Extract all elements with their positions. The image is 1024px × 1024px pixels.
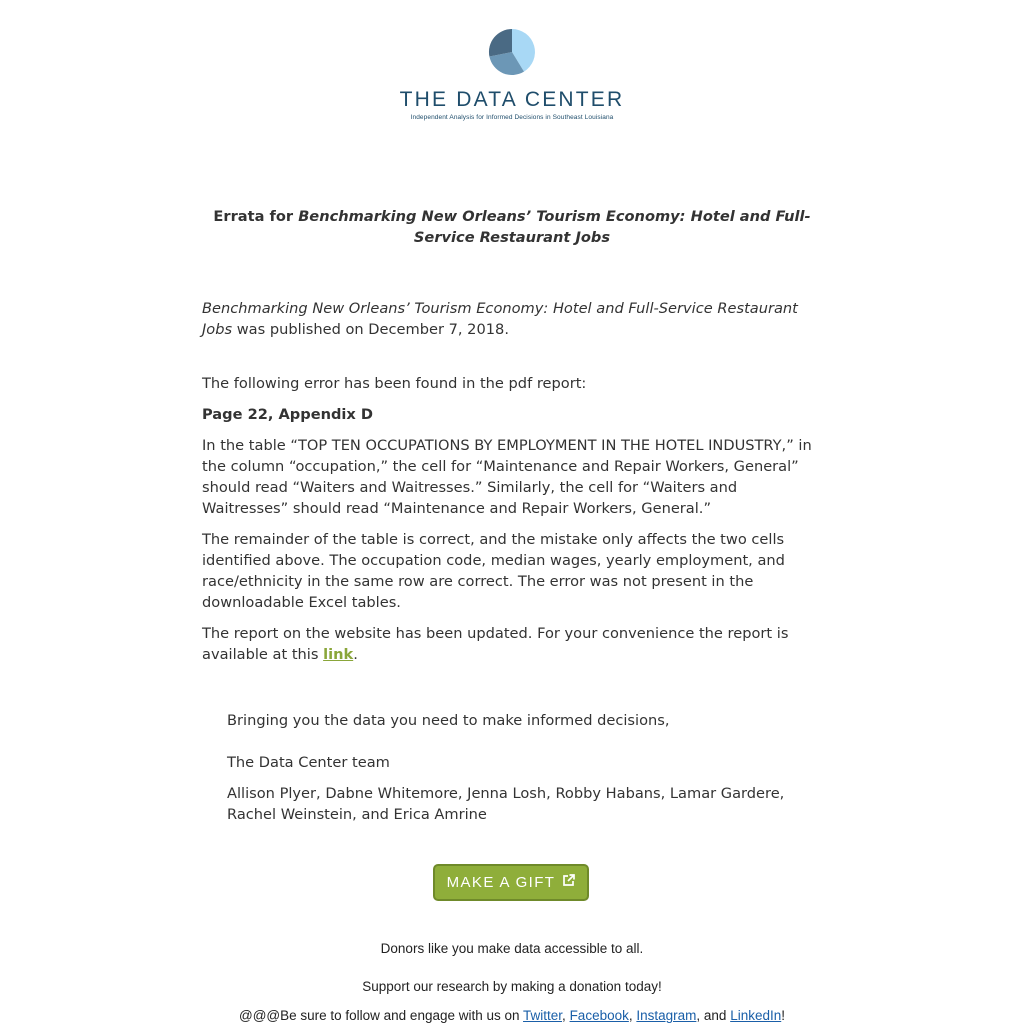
footer-sep-2: , [628, 1008, 637, 1023]
instagram-link[interactable]: Instagram [636, 1008, 697, 1023]
facebook-link[interactable]: Facebook [569, 1008, 629, 1023]
footer-social [0, 1007, 1024, 1024]
report-suffix: . [353, 646, 358, 663]
footer-sep-1: , [562, 1008, 570, 1023]
logo-slice-dark [489, 29, 512, 57]
signoff-team: The Data Center team [227, 754, 390, 771]
footer-support: Support our research by making a donation today! [362, 979, 662, 994]
footer-and: , and [696, 1008, 731, 1023]
report-prefix: The report on the website has been updated. For your convenience the report is available at this [202, 625, 789, 663]
logo-name: THE DATA CENTER [399, 88, 625, 111]
remainder-paragraph: The remainder of the table is correct, and the mistake only affects the two cells identified above. The occupation code, median wages, yearly employment, and race/ethnicity in the same row are correct. The error was not present in the downloadable Excel tables. [202, 531, 785, 611]
gift-button-label: MAKE A GIFT [446, 874, 556, 891]
footer-end: ! [781, 1008, 785, 1023]
linkedin-link[interactable]: LinkedIn [730, 1008, 782, 1023]
heading-title: Benchmarking New Orleans’ Tourism Economy: Hotel and Full-Service Restaurant Jobs [298, 208, 811, 246]
intro-paragraph [202, 298, 822, 340]
make-a-gift-button[interactable] [433, 864, 589, 901]
gift-button-wrapper [433, 864, 589, 901]
signoff-names: Allison Plyer, Dabne Whitemore, Jenna Losh, Robby Habans, Lamar Gardere, Rachel Weinstein, and Erica Amrine [227, 785, 785, 823]
intro-title: Benchmarking New Orleans’ Tourism Economy: Hotel and Full-Service Restaurant Jobs [202, 300, 798, 338]
page-reference: Page 22, Appendix D [202, 406, 374, 423]
error-found-text: The following error has been found in the pdf report: [202, 375, 587, 392]
email-content [202, 206, 822, 825]
footer-follow-text: Be sure to follow and engage with us on [280, 1008, 524, 1023]
twitter-link[interactable]: Twitter [523, 1008, 563, 1023]
intro-published: was published on December 7, 2018. [232, 321, 509, 338]
report-updated-paragraph [202, 623, 822, 665]
footer-prefix: @@@ [238, 1008, 281, 1023]
pie-chart-logo-icon [488, 28, 536, 76]
footer-donors: Donors like you make data accessible to all. [380, 941, 644, 956]
signoff-message: Bringing you the data you need to make informed decisions, [227, 712, 670, 729]
errata-heading [202, 206, 822, 248]
table-error-paragraph: In the table “TOP TEN OCCUPATIONS BY EMPLOYMENT IN THE HOTEL INDUSTRY,” in the column “occupation,” the cell for “Maintenance and Repair Workers, General” should read “Waiters and Waitresses.” Similarly, the cell for “Waiters and Waitresses” should read “Maintenance and Repair Workers, General.” [202, 437, 812, 517]
external-link-icon [562, 874, 575, 891]
logo [0, 28, 1024, 122]
heading-prefix: Errata for [213, 208, 299, 225]
logo-tagline: Independent Analysis for Informed Decisions in Southeast Louisiana [410, 114, 614, 121]
report-link[interactable]: link [323, 646, 354, 663]
